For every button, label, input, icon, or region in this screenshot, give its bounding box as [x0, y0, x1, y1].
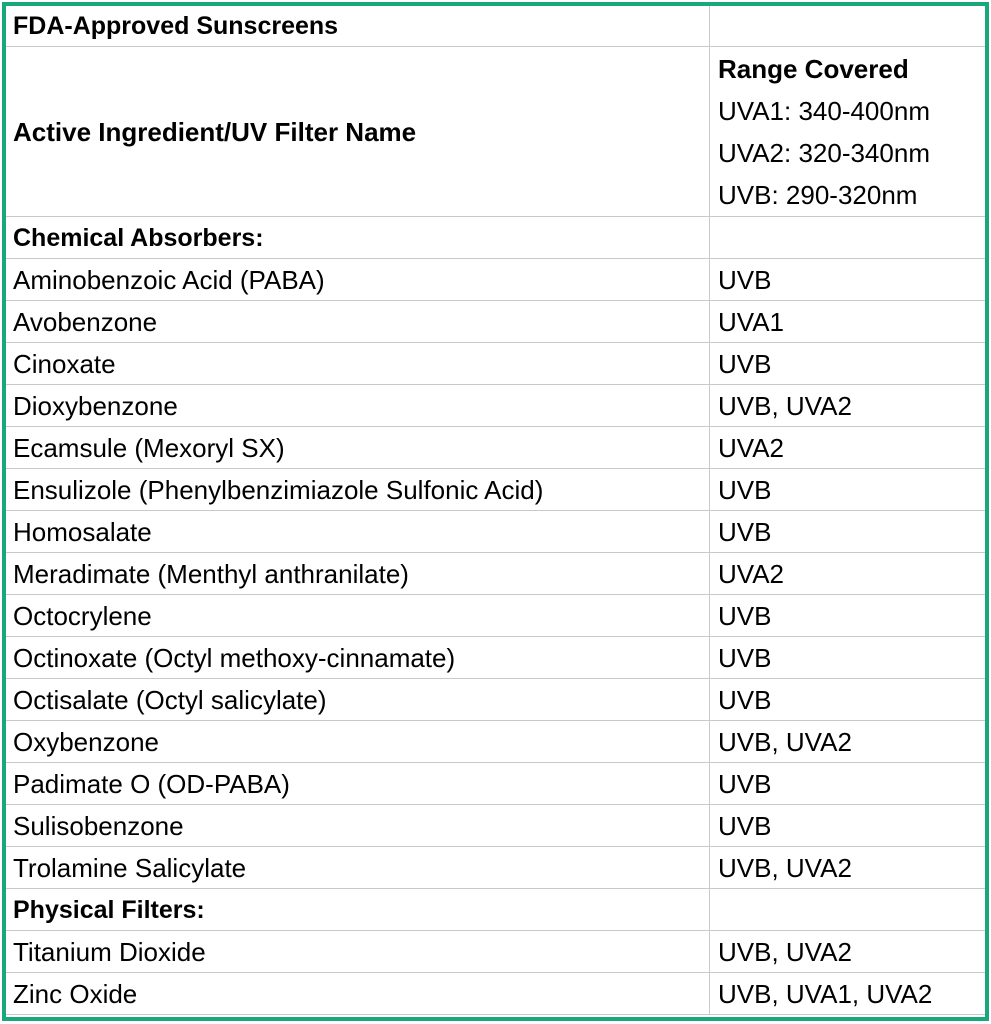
table-row: [5, 343, 988, 385]
range-covered-cell: UVB, UVA1, UVA2: [710, 973, 988, 1015]
range-covered-cell: UVB: [710, 805, 988, 847]
header-row: [5, 47, 988, 217]
table-row: [5, 511, 988, 553]
table-row: [5, 973, 988, 1015]
range-covered-cell: UVB, UVA2: [710, 385, 988, 427]
range-header-uva2: UVA2: 320-340nm: [718, 137, 930, 168]
range-covered-cell: UVB: [710, 511, 988, 553]
range-covered-cell: UVB, UVA2: [710, 721, 988, 763]
table-row: [5, 385, 988, 427]
section-label: Physical Filters:: [5, 889, 710, 931]
range-covered-cell: UVA1: [710, 301, 988, 343]
range-covered-cell: UVB: [710, 637, 988, 679]
table-body: [5, 5, 988, 1015]
range-covered-cell: UVB: [710, 679, 988, 721]
ingredient-name-cell: Oxybenzone: [5, 721, 710, 763]
ingredient-name-cell: Octisalate (Octyl salicylate): [5, 679, 710, 721]
ingredient-name-cell: Dioxybenzone: [5, 385, 710, 427]
range-covered-cell: UVB: [710, 259, 988, 301]
sunscreen-table: [4, 4, 988, 1015]
ingredient-name-cell: Titanium Dioxide: [5, 931, 710, 973]
range-column-header: [710, 47, 988, 217]
table-row: [5, 637, 988, 679]
table-row: [5, 679, 988, 721]
table-title-empty-cell: [710, 5, 988, 47]
range-covered-cell: UVB: [710, 469, 988, 511]
ingredient-column-header: Active Ingredient/UV Filter Name: [5, 47, 710, 217]
ingredient-name-cell: Homosalate: [5, 511, 710, 553]
table-row: [5, 301, 988, 343]
range-covered-cell: UVB, UVA2: [710, 847, 988, 889]
ingredient-name-cell: Cinoxate: [5, 343, 710, 385]
sunscreen-table-frame: [2, 2, 989, 1021]
ingredient-name-cell: Octocrylene: [5, 595, 710, 637]
range-covered-cell: UVB: [710, 343, 988, 385]
range-header-uvb: UVB: 290-320nm: [718, 179, 918, 210]
section-row: [5, 217, 988, 259]
range-covered-cell: UVA2: [710, 427, 988, 469]
range-covered-cell: UVB: [710, 595, 988, 637]
range-covered-cell: UVB: [710, 763, 988, 805]
ingredient-name-cell: Ecamsule (Mexoryl SX): [5, 427, 710, 469]
section-empty-cell: [710, 217, 988, 259]
table-row: [5, 763, 988, 805]
ingredient-name-cell: Sulisobenzone: [5, 805, 710, 847]
ingredient-name-cell: Octinoxate (Octyl methoxy-cinnamate): [5, 637, 710, 679]
range-header-title: Range Covered: [718, 53, 909, 84]
table-row: [5, 427, 988, 469]
ingredient-name-cell: Avobenzone: [5, 301, 710, 343]
table-row: [5, 553, 988, 595]
table-row: [5, 805, 988, 847]
range-covered-cell: UVA2: [710, 553, 988, 595]
table-row: [5, 721, 988, 763]
table-title: FDA-Approved Sunscreens: [5, 5, 710, 47]
table-row: [5, 469, 988, 511]
table-row: [5, 595, 988, 637]
ingredient-name-cell: Trolamine Salicylate: [5, 847, 710, 889]
ingredient-name-cell: Zinc Oxide: [5, 973, 710, 1015]
table-row: [5, 931, 988, 973]
ingredient-name-cell: Aminobenzoic Acid (PABA): [5, 259, 710, 301]
range-covered-cell: UVB, UVA2: [710, 931, 988, 973]
ingredient-name-cell: Padimate O (OD-PABA): [5, 763, 710, 805]
table-row: [5, 259, 988, 301]
range-header-uva1: UVA1: 340-400nm: [718, 95, 930, 126]
section-empty-cell: [710, 889, 988, 931]
section-row: [5, 889, 988, 931]
title-row: [5, 5, 988, 47]
section-label: Chemical Absorbers:: [5, 217, 710, 259]
ingredient-name-cell: Ensulizole (Phenylbenzimiazole Sulfonic Acid): [5, 469, 710, 511]
ingredient-name-cell: Meradimate (Menthyl anthranilate): [5, 553, 710, 595]
table-row: [5, 847, 988, 889]
